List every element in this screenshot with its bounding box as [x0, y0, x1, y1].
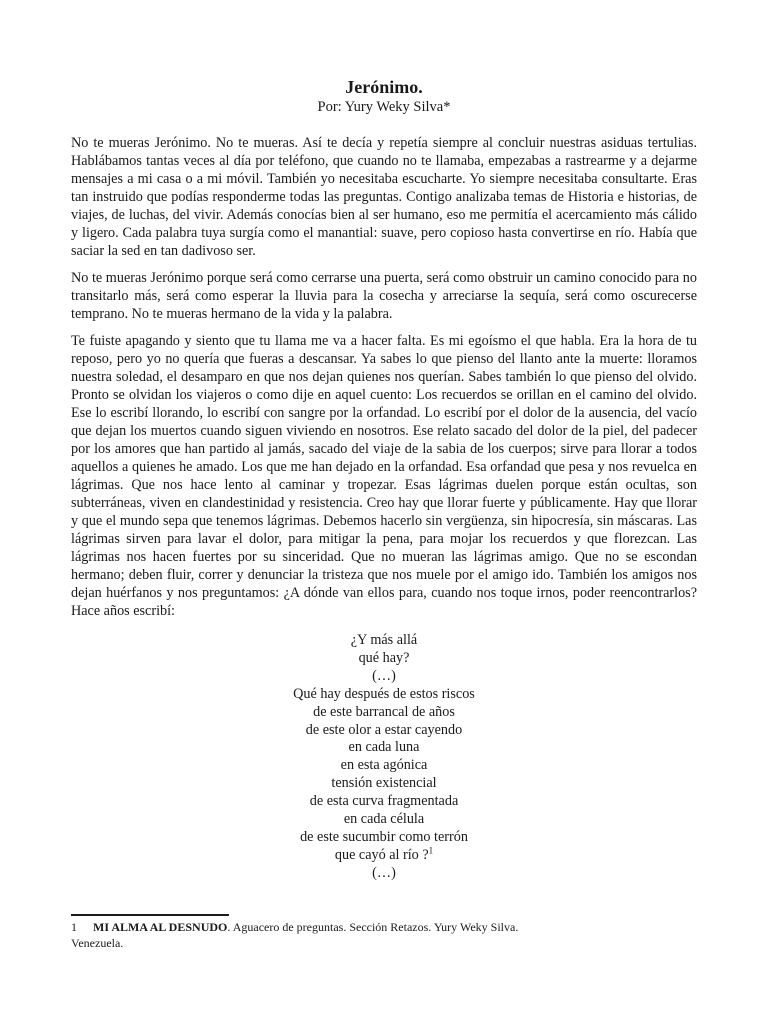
footnote-text: . Aguacero de preguntas. Sección Retazos. Yury Weky Silva. [227, 920, 519, 934]
poem-line: ¿Y más allá [350, 632, 418, 648]
poem-line: qué hay? [358, 649, 410, 666]
poem-line: en esta agónica [340, 757, 428, 774]
poem-line-with-footnote [71, 847, 697, 865]
poem-line-text: que cayó al río ? [334, 846, 429, 863]
poem-line: (…) [372, 864, 396, 881]
poem-line: en cada célula [343, 811, 425, 828]
document-page [71, 76, 697, 883]
poem-line: de esta curva fragmentada [309, 793, 459, 810]
poem-line: en cada luna [348, 739, 420, 756]
paragraph-1: No te mueras Jerónimo. No te mueras. Así te decía y repetía siempre al concluir nuestras asiduas tertulias. Hablábamos tantas veces al día por teléfono, que cuando no te llamaba, empezabas a rastrearme y a dejarme mensajes a mi casa o a mi móvil. También yo necesitaba escucharte. Yo siempre necesitaba consultarte. Eras tan instruido que podías responderme todas las preguntas. Contigo analizaba temas de Historia e historias, de viajes, de luchas, del vivir. Además conocías bien al ser humano, eso me permitía el acercamiento más cálido y ligero. Cada palabra tuya surgía como el manantial: suave, pero copioso hasta convertirse en río. Había que saciar la sed en tan dadivoso ser. [71, 135, 697, 259]
document-title: Jerónimo. [345, 77, 423, 97]
poem-line: Qué hay después de estos riscos [293, 685, 475, 702]
footnote-reference[interactable]: 1 [428, 845, 434, 856]
poem-line: tensión existencial [331, 775, 437, 792]
footnote-source-title: MI ALMA AL DESNUDO [93, 920, 228, 934]
poem-line: de este barrancal de años [313, 703, 455, 720]
footnote-number: 1 [71, 920, 77, 934]
poem-line: de este olor a estar cayendo [305, 721, 463, 738]
poem-line: (…) [372, 667, 396, 684]
footnote-divider [71, 914, 229, 916]
poem-line: de este sucumbir como terrón [300, 828, 468, 845]
author-byline: Por: Yury Weky Silva* [317, 99, 451, 115]
footnote [71, 920, 697, 951]
footnote-text-line2: Venezuela. [71, 935, 124, 950]
paragraph-3: Te fuiste apagando y siento que tu llama me va a hacer falta. Es mi egoísmo el que habla. Era la hora de tu reposo, pero yo no quería que fueras a descansar. Ya sabes lo que pienso del llanto ante la muerte: lloramos nuestra soledad, el desamparo en que nos dejan quienes nos querían. Sabes también lo que pienso del olvido. Pronto se olvidan los viajeros o como dije en aquel cuento: Los recuerdos se orillan en el camino del olvido. Ese lo escribí llorando, lo escribí con sangre por la orfandad. Lo escribí por el dolor de la ausencia, del vacío que dejan los muertos cuando siguen viviendo en nosotros. Ese relato sacado del dolor de la piel, del padecer por los amores que han partido al jamás, sacado del viaje de la sabia de los cuerpos; sirve para llorar a todos aquellos a quienes he amado. Los que me han dejado en la orfandad. Esa orfandad que pesa y nos revuelca en lágrimas. Que nos hace lento al caminar y tropezar. Esas lágrimas duelen porque están ocultas, son subterráneas, viven en clandestinidad y resistencia. Creo hay que llorar fuerte y públicamente. Hay que llorar y que el mundo sepa que tenemos lágrimas. Debemos hacerlo sin vergüenza, sin hipocresía, sin máscaras. Las lágrimas sirven para lavar el dolor, para mitigar la pena, para mojar los recuerdos y que florezcan. Las lágrimas nos hacen fuertes por su sinceridad. Que no mueran las lágrimas amigo. Que no se escondan hermano; deben fluir, correr y denunciar la tristeza que nos muele por el amigo ido. También los amigos nos dejan huérfanos y nos preguntamos: ¿A dónde van ellos para, cuando nos toque irnos, poder reencontrarlos? Hace años escribí: [71, 333, 697, 619]
paragraph-2: No te mueras Jerónimo porque será como cerrarse una puerta, será como obstruir un camino conocido para no transitarlo más, será como esperar la lluvia para la cosecha y arreciarse la sequía, será como oscurecerse temprano. No te mueras hermano de la vida y la palabra. [71, 270, 697, 322]
poem-excerpt [71, 632, 697, 883]
